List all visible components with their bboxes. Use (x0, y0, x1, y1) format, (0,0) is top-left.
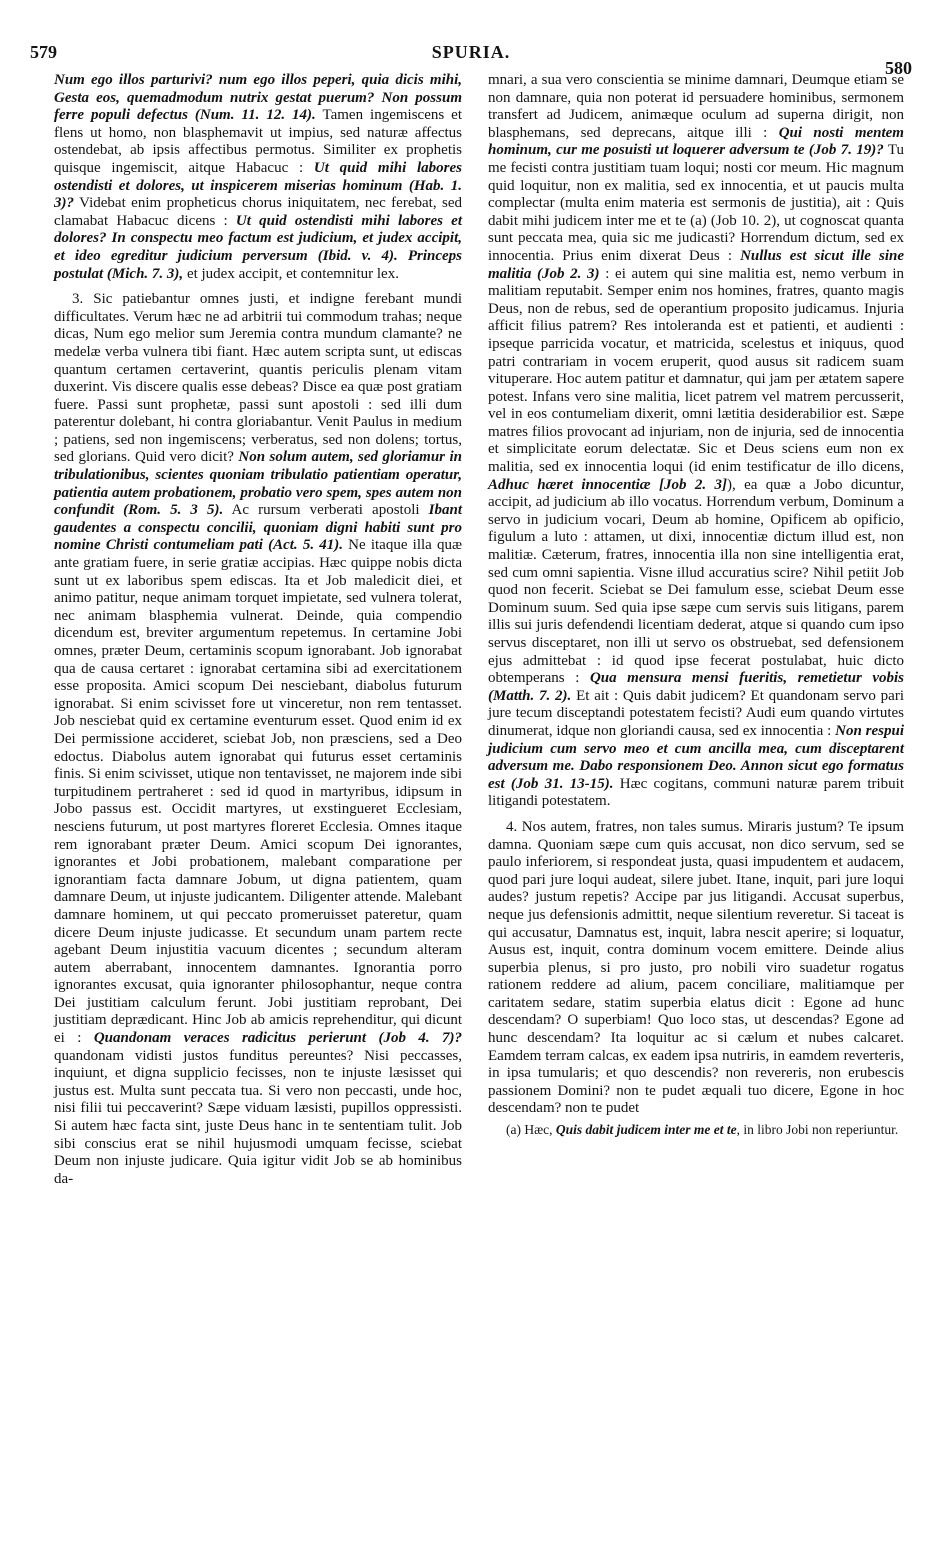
right-column-paragraph: mnari, a sua vero conscientia se minime damnari, Deumque etiam se non damnare, quia non poterat id persuadere hominibus, sermonem transfert ad Judicem, animæque oculum ad superna dirigit, non blasphemans, sed deprecans, aitque illi : Qui nosti mentem hominum, cur me posuisti ut loquerer adversum te (Job 7. 19)? Tu me fecisti contra justitiam tuam loqui; nosti cor meum. Hic magnum quid loquitur, non ex malitia, sed ex innocentia, et ut paucis multa complectar (multa enim materia est sermonis de justitia), ait : Quis dabit mihi judicem inter me et te (a) (Job 10. 2), ut cognoscat quanta sunt peccata mea, quia sic me judicasti? Horrendum dictum, sed ex innocentia. Prius enim dixerat Deus : Nullus est sicut ille sine malitia (Job 2. 3) : ei autem qui sine malitia est, nemo verbum in malitiam reputabit. Semper enim nos homines, fratres, quanto magis Deus, non de rebus, sed de operantium proposito judicamus. Injuria afficit filius patrem? Res intoleranda est et patienti, et audienti : ipseque parricida vocatur, et matricida, scelestus et iniquus, quod patri contrariam in vocem eruperit, quod ausus sit radicem suam vituperare. Hoc autem patitur et damnatur, qui jam per ætatem sapere potest. Infans vero sine malitia, licet patrem vel matrem percusserit, vel in eos contumeliam dixerit, omni lætitia desiderabilior est. Sæpe matres filios provocant ad injuriam, non de injuria, sed de innocentia et simplicitate eorum delectatæ. Sic et Deus sciens eum non ex malitia, sed ex innocentia loqui (id enim testificatur de illo dicens, Adhuc hæret innocentiæ [Job 2. 3]), ea quæ a Jobo dicuntur, accipit, ad judicium ab illo vocatus. Horrendum verbum, Dominum a servo in judicium vocari, Deum ab homine, Opificem ab opificio, figulum a luto : attamen, ut dixi, innocentiæ dictum illud est, non malitiæ. Cæterum, fratres, innocentia illa non sine intelligentia erat, sed cum omni sapientia. Visne illud accuratius scire? Nihil petiit Job quod non fecerit. Sciebat se Dei famulum esse, sciebat Deum esse Dominum suum. Sed quia ipse sæpe cum servis suis litigans, parem illis sui juris defendendi licentiam dederat, atque si quando cum ipso servus disceptaret, non illi ut servo os obstruebat, sed defensionem ejus admittebat : id quod ipse fecerat postulabat, huic dicto obtemperans : Qua mensura mensi fueritis, remetietur vobis (Matth. 7. 2). Et ait : Quis dabit judicem? Et quandonam servo pari jure tecum disceptandi potestatem fecisti? Audi eum quando virtutes dinumerat, idque non gloriandi causa, sed ex innocentia : Non respui judicium cum servo meo et cum ancilla mea, cum disceptarent adversum me. Dabo responsionem Deo. Annon sicut ego formatus est (Job 31. 13-15). Hæc cogitans, communi naturæ parem tribuit litigandi potestatem. (488, 72, 905, 810)
left-column-paragraph: 3. Sic patiebantur omnes justi, et indigne ferebant mundi difficultates. Verum hæc ne ad arbitrii tui commodum trahas; neque dicas, Num ego melior sum Jeremia contra mundum clamante? ne medelæ verba vulnera tibi fiant. Hæc autem scripta sunt, ut ediscas quantum certamen certaverint, quantis periculis plenam vitam duxerint. Vis discere qualis esse debeas? Disce ea quæ post gratiam fuere. Passi sunt prophetæ, passi sunt apostoli : sed illi dum paterentur dolebant, hi contra gloriabantur. Venit Paulus in medium ; patiens, sed non ingemiscens; verberatus, sed non dolens; tortus, sed glorians. Quid vero dicit? Non solum autem, sed gloriamur in tribulationibus, scientes quoniam tribulatio patientiam operatur, patientia autem probationem, probatio vero spem, spes autem non confundit (Rom. 5. 3 5). Ac rursum verberati apostoli Ibant gaudentes a conspectu concilii, quoniam digni habiti sunt pro nomine Christi contumeliam pati (Act. 5. 41). Ne itaque illa quæ ante gratiam fuere, in serie gratiæ accipias. Hæc quippe nobis dicta sunt ut ex laboribus spem ediscas. Ita et Job maledicit diei, et animo patitur, neque animam torquet impietate, sed vulnera tolerat, nec animam blasphemia vulnerat. Deinde, quia compendio dicendum est, breviter argumentum repetemus. In certamine Jobi omnes, præter Deum, certaminis scopum ignorabant. Job ignorabat qua de causa certaret : ignorabat certamina sibi ad exercitationem esse proposita. Amici scopum Dei nesciebant, diabolus futurum ignorabat. Si enim scivisset fore ut vinceretur, non rem tentasset. Job nesciebat quid ex certamine eventurum esset. Quod enim id ex Dei permissione accideret, sciebat Job, non præsciens, sed a Deo edoctus. Diabolus autem ignorabat qui futurus esset certaminis finis. Si enim scivisset, utique non tentavisset, ne majorem inde sibi turpitudinem pertraheret : sed id quod in martyribus, idipsum in Jobo passus est. Occidit martyres, ut exstingueret Ecclesiam, nesciens futurum, ut post martyres floreret Ecclesia. Omnes itaque rem ignorabant præter Deum. Amici scopum Dei ignorantes, ignorantes et Jobi probationem, malebant comparatione per ignorantiam facta damnare Jobum, ut digna patientem, quam damnare Deum, ut injuste judicantem. Diligenter attende. Malebant damnare hominem, ut qui peccato promeruisset pateretur, quam dicere Deum injuste judicasse. Et secundum unam partem recte agebant Deum injustitia vacuum dicentes ; secundum alteram autem aberrabant, innocentem damnantes. Ignorantia porro ignorantes excusat, quia ignoranter philosophantur, neque contra Dei justitiam calculum ferunt. Jobi justitiam reprobant, Dei justitiam deprædicant. Hinc Job ab amicis reprehenditur, qui dicunt ei : Quandonam veraces radicitus perierunt (Job 4. 7)? quandonam vidisti justos funditus pereuntes? Nisi peccasses, inquiunt, et digna supplicio fecisses, non te injuste læsisset qui justus est. Multa sunt peccata tua. Si vero non peccasti, unde hoc, nisi filii tui peccaverint? Sæpe viduam læsisti, pupillos oppressisti. Si autem hæc facta sint, juste Deus hanc in te sententiam tulit. Job sibi conscius erat se nihil hujusmodi umquam fecisse, sciebat Deum non injuste judicare. Quia igitur vidit Job se ab hominibus da- (54, 291, 462, 1187)
right-column-body (488, 72, 904, 1118)
right-page-number: 580 (885, 58, 912, 78)
right-column-paragraph: 4. Nos autem, fratres, non tales sumus. Miraris justum? Te ipsum damna. Quoniam sæpe cum quis accusat, non dico servum, sed se paulo inferiorem, si respondeat justa, quasi impudentem et audacem, quod pari jure loqui audeat, silere jubet. Itane, inquit, pari jure loqui audes? justum repetis? Accipe par jus litigandi. Accusat superbus, neque jus defensionis admittit, neque silentium reveretur. Si taceat is qui accusatur, Damnatus est, inquit, labra nescit aperire; si loquatur, Ausus est, inquit, contra dominum vocem emittere. Deinde alius superbia plenus, si pro justo, pro nobili viro suadetur rogatus rationem reddere ad alium, pacem conciliare, malitiamque per caritatem sedare, statim superbia elatus dicit : Egone ad hunc descendam? O superbiam! Quo loco stas, ut descendas? Egone ad hunc descendam? Ita loquitur ac si cælum et nubes calcaret. Eamdem terram calcas, ex eadem ipsa nutriris, in eamdem reverteris, in ipsa tumularis; et quo descendis? non revereris, non erubescis passionem Domini? non te pudet æquali tuo dicere, Egone in hoc descendam? non te pudet (488, 818, 904, 1117)
footnote: (a) Hæc, Quis dabit judicem inter me et te, in libro Jobi non reperiuntur. (506, 1122, 899, 1138)
left-page-number: 579 (30, 42, 57, 62)
running-title: SPURIA. (431, 42, 511, 62)
left-column-paragraph: Num ego illos parturivi? num ego illos peperi, quia dicis mihi, Gesta eos, quemadmodum nutrix gestat puerum? Non possum ferre populi defectus (Num. 11. 12. 14). Tamen ingemiscens et flens ut homo, non blasphemavit ut impius, sed naturæ affectus ostendebat, ab ipsis affectibus permotus. Similiter ex prophetis quisque ingemiscit, aitque Habacuc : Ut quid mihi labores ostendisti et dolores, ut inspicerem miserias hominum (Hab. 1. 3)? Videbat enim propheticus chorus iniquitatem, nec ferebat, sed clamabat Habacuc dicens : Ut quid ostendisti mihi labores et dolores? In conspectu meo factum est judicium, et judex accipit, et ideo egreditur judicium perversum (Ibid. v. 4). Princeps postulat (Mich. 7. 3), et judex accipit, et contemnitur lex. (54, 72, 463, 282)
right-text-column (488, 72, 904, 1138)
left-text-column (54, 72, 462, 1188)
running-header (30, 24, 912, 78)
